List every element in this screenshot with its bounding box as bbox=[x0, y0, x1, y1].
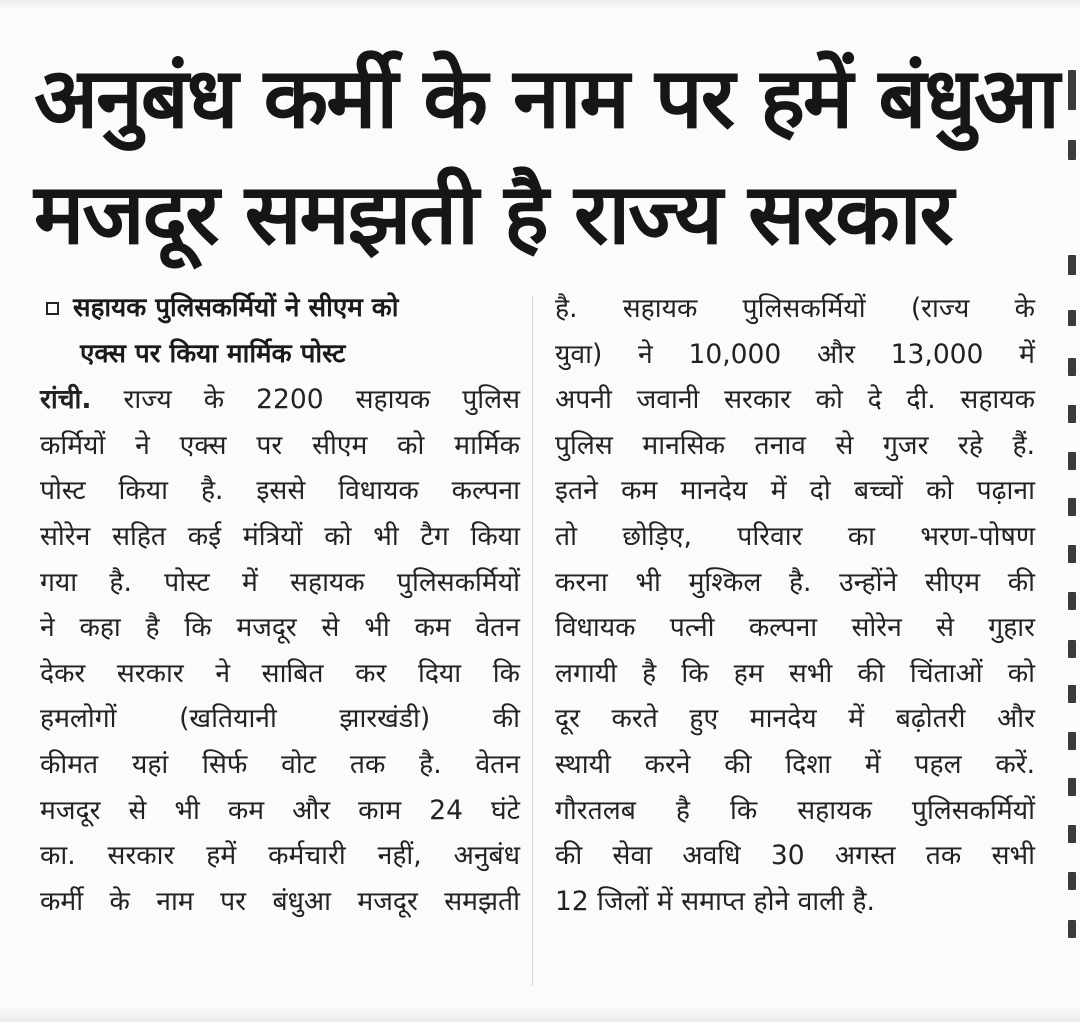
adjacent-text-fragment bbox=[1068, 452, 1076, 470]
subheadline bbox=[40, 286, 520, 377]
headline-line-1: अनुबंध कर्मी के नाम पर हमें बंधुआ bbox=[34, 49, 1058, 147]
adjacent-text-fragment bbox=[1068, 255, 1076, 275]
body-line: ने कहा है कि मजदूर से भी कम वेतन bbox=[40, 612, 520, 644]
body-line: पोस्ट किया है. इससे विधायक कल्पना bbox=[40, 475, 520, 507]
adjacent-text-fragment bbox=[1068, 545, 1076, 563]
body-line: विधायक पत्नी कल्पना सोरेन से गुहार bbox=[555, 612, 1035, 644]
body-line: कर्मियों ने एक्स पर सीएम को मार्मिक bbox=[40, 429, 520, 461]
body-line: सोरेन सहित कई मंत्रियों को भी टैग किया bbox=[40, 520, 520, 552]
adjacent-text-fragment bbox=[1068, 685, 1076, 703]
right-column bbox=[555, 286, 1035, 924]
body-line: 12 जिलों में समाप्त होने वाली है. bbox=[555, 885, 875, 917]
subheadline-line-2: एक्स पर किया मार्मिक पोस्ट bbox=[80, 338, 346, 369]
body-line: देकर सरकार ने साबित कर दिया कि bbox=[40, 657, 520, 689]
body-line: तो छोड़िए, परिवार का भरण-पोषण bbox=[555, 520, 1035, 552]
body-line: मजदूर से भी कम और काम 24 घंटे bbox=[40, 794, 520, 826]
body-line: है. सहायक पुलिसकर्मियों (राज्य के bbox=[555, 293, 1035, 324]
body-line: दूर करते हुए मानदेय में बढ़ोतरी और bbox=[555, 703, 1035, 735]
adjacent-text-fragment bbox=[1068, 825, 1076, 843]
page-edge-bottom bbox=[0, 1006, 1080, 1022]
adjacent-text-fragment bbox=[1068, 405, 1076, 423]
column-divider bbox=[532, 296, 533, 986]
body-line: गया है. पोस्ट में सहायक पुलिसकर्मियों bbox=[40, 566, 520, 598]
subheadline-line-1: सहायक पुलिसकर्मियों ने सीएम को bbox=[73, 293, 399, 323]
body-line: हमलोगों (खतियानी झारखंडी) की bbox=[40, 703, 520, 735]
adjacent-text-fragment bbox=[1068, 872, 1076, 890]
body-line bbox=[40, 377, 520, 423]
body-line: करना भी मुश्किल है. उन्होंने सीएम की bbox=[555, 566, 1035, 598]
body-line: पुलिस मानसिक तनाव से गुजर रहे हैं. bbox=[555, 429, 1035, 461]
body-line: स्थायी करने की दिशा में पहल करें. bbox=[555, 748, 1035, 780]
body-line: लगायी है कि हम सभी की चिंताओं को bbox=[555, 657, 1035, 689]
adjacent-text-fragment bbox=[1068, 498, 1076, 516]
headline bbox=[34, 40, 1058, 272]
adjacent-article-edge bbox=[1062, 40, 1080, 990]
adjacent-text-fragment bbox=[1068, 310, 1076, 326]
adjacent-text-fragment bbox=[1068, 140, 1076, 160]
adjacent-text-fragment bbox=[1068, 732, 1076, 750]
body-line: इतने कम मानदेय में दो बच्चों को पढ़ाना bbox=[555, 475, 1035, 507]
subheadline-row-1 bbox=[40, 286, 520, 332]
adjacent-text-fragment bbox=[1068, 920, 1076, 938]
adjacent-text-fragment bbox=[1068, 592, 1076, 610]
body-line: युवा) ने 10,000 और 13,000 में bbox=[555, 338, 1035, 370]
body-line: की सेवा अवधि 30 अगस्त तक सभी bbox=[555, 840, 1035, 872]
adjacent-text-fragment bbox=[1068, 640, 1076, 658]
adjacent-text-fragment bbox=[1068, 778, 1076, 796]
body-line: का. सरकार हमें कर्मचारी नहीं, अनुबंध bbox=[40, 840, 520, 872]
body-line: कर्मी के नाम पर बंधुआ मजदूर समझती bbox=[40, 885, 520, 917]
headline-line-2: मजदूर समझती है राज्य सरकार bbox=[34, 165, 952, 263]
square-bullet-icon bbox=[46, 302, 59, 315]
page-edge-top bbox=[0, 0, 1080, 10]
body-line: कीमत यहां सिर्फ वोट तक है. वेतन bbox=[40, 748, 520, 780]
body-line-text: राज्य के 2200 सहायक पुलिस bbox=[123, 384, 520, 416]
left-column bbox=[40, 286, 520, 924]
adjacent-text-fragment bbox=[1068, 70, 1076, 110]
body-line: अपनी जवानी सरकार को दे दी. सहायक bbox=[555, 384, 1035, 416]
dateline: रांची. bbox=[40, 384, 92, 416]
body-line: गौरतलब है कि सहायक पुलिसकर्मियों bbox=[555, 794, 1035, 826]
adjacent-text-fragment bbox=[1068, 358, 1076, 376]
